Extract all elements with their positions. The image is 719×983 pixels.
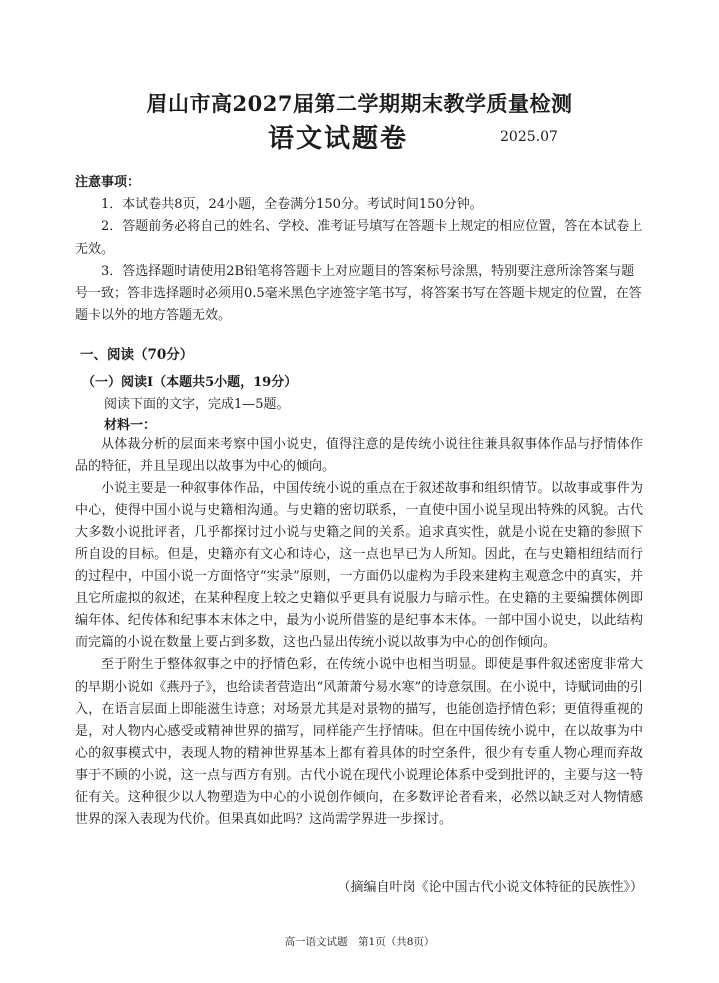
section-heading: 一、阅读（70分） xyxy=(80,347,194,363)
passage-body xyxy=(75,434,643,831)
passage-paragraph: 从体裁分析的层面来考察中国小说史，值得注意的是传统小说往往兼具叙事体作品与抒情体作品的特征，并且呈现出以故事为中心的倾向。 xyxy=(75,437,643,475)
passage-paragraph: 至于附生于整体叙事之中的抒情色彩，在传统小说中也相当明显。即使是事件叙述密度非常大的早期小说如《燕丹子》，也给读者营造出“风萧萧兮易水寒”的诗意氛围。在小说中，诗赋词曲的引入，在语言层面上即能滋生诗意；对场景尤其是对景物的描写，也能创造抒情色彩；更值得重视的是，对人物内心感受或精神世界的描写，同样能产生抒情味。但在中国传统小说中，在以故事为中心的叙事模式中，表现人物的精神世界基本上都有着具体的时空条件，很少有专重人物心理而弃故事于不顾的小说，这一点与西方有别。古代小说在现代小说理论体系中受到批评的，主要与这一特征有关。这种很少以人物塑造为中心的小说创作倾向，在多数评论者看来，必然以缺乏对人物情感世界的深入表现为代价。但果真如此吗？这尚需学界进一步探讨。 xyxy=(75,657,643,827)
exam-title: 眉山市高2027届第二学期期末教学质量检测 xyxy=(146,91,573,116)
notice-item: 1．本试卷共8页，24小题，全卷满分150分。考试时间150分钟。 xyxy=(101,197,483,213)
reading-instruction: 阅读下面的文字，完成1—5题。 xyxy=(104,397,290,412)
passage-source: （摘编自叶岗《论中国古代小说文体特征的民族性》） xyxy=(337,880,643,895)
passage-paragraph: 小说主要是一种叙事体作品，中国传统小说的重点在于叙述故事和组织情节。以故事或事件为中心，使得中国小说与史籍相沟通。与史籍的密切联系，一直使中国小说呈现出特殊的风貌。古代大多数小说批评者，几乎都探讨过小说与史籍之间的关系。追求真实性，就是小说在史籍的参照下所自设的目标。但是，史籍亦有文心和诗心，这一点也早已为人所知。因此，在与史籍相纽结而行的过程中，中国小说一方面恪守“实录”原则，一方面仍以虚构为手段来建构主观意念中的真实，并且它所虚拟的叙述，在某种程度上较之史籍似乎更具有说服力与暗示性。在史籍的主要编撰体例即编年体、纪传体和纪事本末体之中，最为小说所借鉴的是纪事本末体。一部中国小说史，以此结构而完篇的小说在数量上要占到多数，这也凸显出传统小说以故事为中心的创作倾向。 xyxy=(75,481,643,651)
notice-heading: 注意事项： xyxy=(75,175,141,190)
page-footer: 高一语文试题 第1页（共8页） xyxy=(284,936,435,948)
material-label: 材料一： xyxy=(104,418,157,433)
exam-date: 2025.07 xyxy=(500,129,558,145)
exam-subtitle: 语文试题卷 xyxy=(268,124,409,154)
notice-block xyxy=(75,172,643,327)
notice-item: 3．答选择题时请使用2B铅笔将答题卡上对应题目的答案标号涂黑，特别要注意所涂答案与题号一致；答非选择题时必须用0.5毫米黑色字迹签字笔书写，将答案书写在答题卡规定的位置，在答题卡以外的地方答题无效。 xyxy=(75,263,642,324)
sub-section-heading: （一）阅读Ⅰ（本题共5小题，19分） xyxy=(82,375,298,390)
notice-item: 2．答题前务必将自己的姓名、学校、准考证号填写在答题卡上规定的相应位置，答在本试卷上无效。 xyxy=(75,219,643,257)
